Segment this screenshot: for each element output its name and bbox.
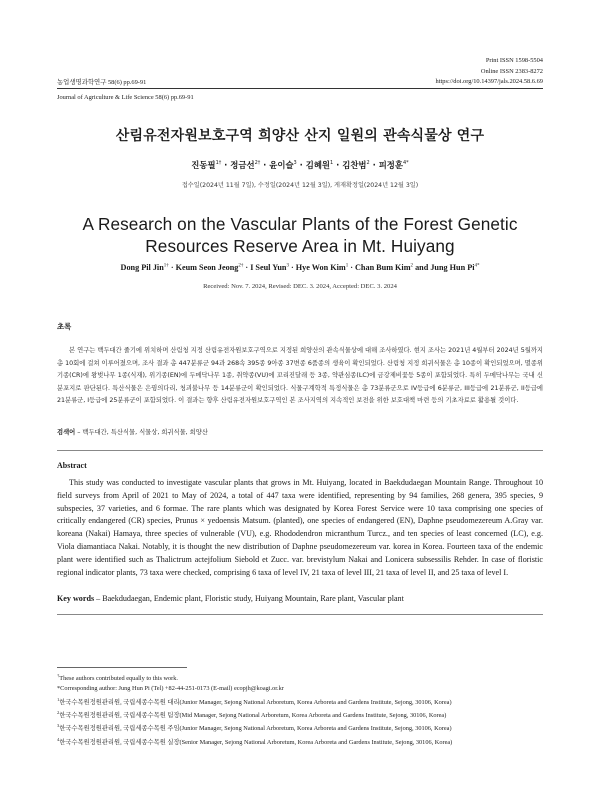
section-divider [57,614,543,615]
en-keywords-label: Key words [57,594,95,603]
en-author: Dong Pil Jin [120,263,164,272]
en-author: Jung Hun Pi [430,263,475,272]
kr-abstract-body: 본 연구는 백두대간 줄기에 위치하며 산림청 지정 산림유전자원보호구역으로 지정된 희양산의 관속식물상에 대해 조사하였다. 현지 조사는 2021년 4월부터 2024년 5월까지 총 10회에 걸쳐 이루어졌으며, 조사 결과 총 447분류군 94과 268속 395종 9아종 37변종 6품종의 생육이 확인되었다. 산림청 지정 희귀식물은 총 10종이 확인되었으며, 멸종위기종(CR)에 왕벚나무 1종(식재), 위기종(EN)에 두메닥나무 1종, 취약종(VU)에 꼬리진달래 등 3종, 약관심종(LC)에 금강제비꽃등 5종이 포함되었다. 특히 두메닥나무는 국내 신분포지로 판단된다. 특산식물은 은꿩의다리, 청괴불나무 등 14분류군이 확인되었다. 식물구계학적 특정식물은 총 73분류군으로 IV등급에 6분류군, III등급에 21분류군, II등급에 21분류군, I등급에 25분류군이 포함되었다. 이 결과는 향후 산림유전자원보호구역인 본 조사지역의 지속적인 보전을 위한 보호대책 마련 등의 기초자료로 활용될 것이다. [57,347,543,405]
kr-author: 정금선 [230,160,255,170]
doi-link[interactable]: https://doi.org/10.14397/jals.2024.58.6.69 [435,78,543,85]
kr-author: 피정훈 [378,160,403,170]
section-divider [57,450,543,451]
kr-title: 산림유전자원보호구역 희양산 산지 일원의 관속식물상 연구 [115,128,485,144]
en-author: I Seul Yun [250,263,287,272]
kr-author: 김찬범 [342,160,367,170]
kr-dates: 접수일(2024년 11월 7일), 수정일(2024년 12월 3일), 게재확정일(2024년 12월 3일) [181,182,419,189]
footnote-corresponding: *Corresponding author: Jung Hun Pi (Tel) +82-44-251-0173 (E-mail) ecopjh@koagi.or.kr [57,685,284,693]
kr-journal-citation: 농업생명과학연구 58(6) pp.69-91 [57,79,147,86]
kr-keywords-list: 백두대간, 특산식물, 식물상, 희귀식물, 희양산 [82,429,208,436]
kr-abstract-heading: 초록 [57,322,72,331]
kr-author: 김혜원 [305,160,331,170]
en-author: Hye Won Kim [295,263,346,272]
print-issn: Print ISSN 1598-5504 [485,57,543,64]
footnote-affiliation: $^4$한국수목원정원관리원, 국립세종수목원 실장(Senior Manager, Sejong National Arboretum, Korea Arboreta and Gardens Institute, Sejong, 30106, Korea) [57,736,453,746]
footnote-affiliation: $^1$한국수목원정원관리원, 국립세종수목원 대리(Junior Manager, Sejong National Arboretum, Korea Arboreta and Gardens Institute, Sejong, 30106, Korea) [57,696,452,706]
header-rule [57,88,543,89]
issn-block [436,56,543,88]
footnote-affiliation: $^2$한국수목원정원관리원, 국립세종수목원 팀장(Mid Manager, Sejong National Arboretum, Korea Arboreta and Gardens Institute, Sejong, 30106, Korea) [57,710,447,720]
en-keywords: Key words – Baekdudaegan, Endemic plant, Floristic study, Huiyang Mountain, Rare plant, Vascular plant [57,594,404,603]
online-issn: Online ISSN 2383-8272 [480,67,543,75]
kr-author: 윤이슬 [269,160,294,170]
footnote-affiliation: $^3$한국수목원정원관리원, 국립세종수목원 주임(Junior Manager, Sejong National Arboretum, Korea Arboreta and Gardens Institute, Sejong, 30106, Korea) [57,723,452,733]
kr-author-list: 진동필$^{1\dagger}$ · 정금선$^{2\dagger}$ · 윤이슬$^3$ · 김혜원$^1$ · 김찬범$^2$ · 피정훈$^{4*}$ [191,160,409,170]
en-author: Keum Seon Jeong [175,263,239,272]
footnote-rule [57,667,187,668]
kr-author: 진동필 [191,160,216,170]
kr-keywords-label: 검색어 [57,429,76,436]
en-author-list: Dong Pil Jin$^{1\dagger}$ · Keum Seon Jeong$^{2\dagger}$ · I Seul Yun$^3$ · Hye Won Kim$^1$ · Chan Bum Kim$^2$ and Jung Hun $Pi^{4*}$ [120,263,480,272]
footnotes [57,671,543,748]
en-keywords-list: Baekdudaegan, Endemic plant, Floristic study, Huiyang Mountain, Rare plant, Vascular plant [102,594,404,603]
en-abstract-heading: Abstract [57,461,87,470]
en-journal-citation: Journal of Agriculture & Life Science 58(6) pp.69-91 [57,94,194,101]
kr-keywords: 검색어 – 백두대간, 특산식물, 식물상, 희귀식물, 희양산 [57,429,208,436]
en-dates: Received: Nov. 7. 2024, Revised: DEC. 3. 2024, Accepted: DEC. 3. 2024 [203,283,397,290]
footnote-equal: †These authors contributed equally to this work. [57,673,178,683]
en-title: A Research on the Vascular Plants of the Forest Genetic Resources Reserve Area in Mt. Huiyang [82,214,518,256]
en-abstract-body: This study was conducted to investigate vascular plants that grows in Mt. Huiyang, located in Baekdudaegan Mountain Range. Throughout 10 field surveys from April of 2021 to May of 2024, a total of 447 taxa were identified, representing by 94 families, 268 genera, 395 species, 9 subspecies, 37 varieties, and 6 formae. The rare plants which was designated by Korea Forest Service were 10 taxa comprising one species of critically endangered (CR) species, Prunus × yedoensis Matsum. (planted), one species of endangered (EN), Daphne pseudomezereum A.Gray var. koreana (Nakai) Hamaya, three species of vulnerable (VU), e.g. Rhododendron micranthum Turcz., and ten species of least concerned (LC), e.g. Viola diamantiaca Nakai. Notably, it is thought the new distribution of Daphne pseudomezereum var. korea in Korea. Fourteen taxa of the endemic plant were identified such as Thalictrum actejfolium Siebold et Zucc. var. brevistylum Nakai and Lonicera subsessilis Rehder. In case of floristic regional indicator plants, 73 taxa were checked, comprising 6 taxa of level IV, 21 taxa of level III, 21 taxa of level II, and 25 taxa of level I. [57,478,543,577]
en-author: Chan Bum Kim [355,263,411,272]
